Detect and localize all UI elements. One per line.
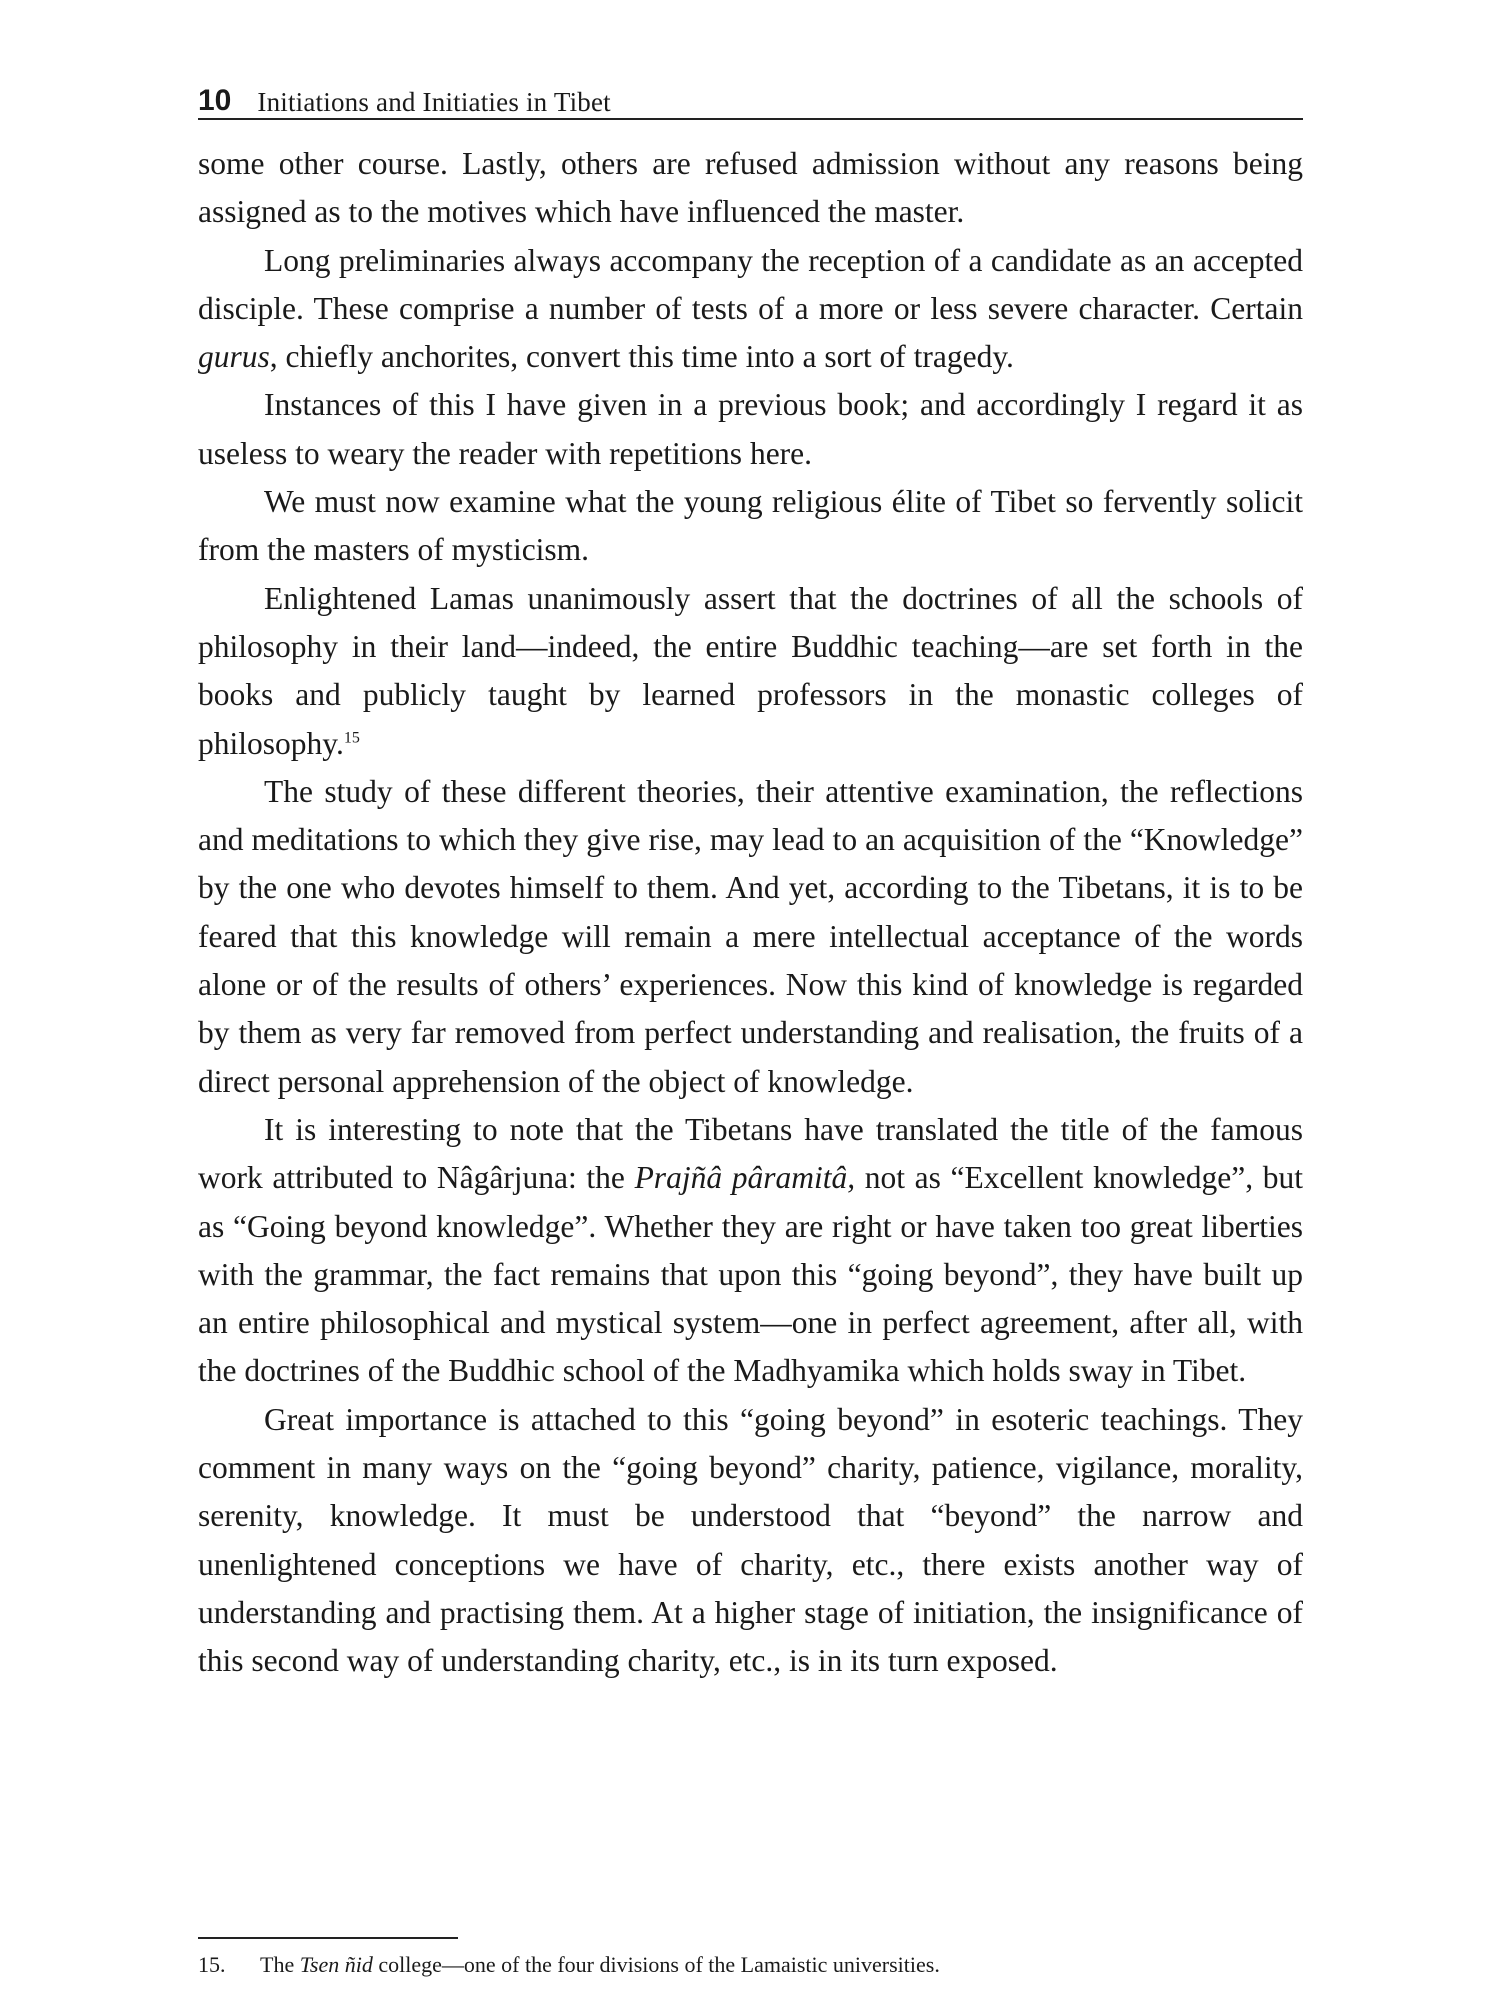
paragraph-1-text: some other course. Lastly, others are refused admission without any reasons being assigned as to the motives which have influenced the master. [198,146,1303,230]
footnote [198,1950,1303,1980]
footnote-text-a: The [260,1952,300,1977]
paragraph-3 [198,381,1303,478]
paragraph-4 [198,478,1303,575]
body-text [198,140,1303,1686]
paragraph-7 [198,1106,1303,1396]
paragraph-8 [198,1396,1303,1686]
header-rule [198,118,1303,120]
paragraph-6 [198,768,1303,1106]
page-number: 10 [198,84,232,117]
paragraph-2-text-b: , chiefly anchorites, convert this time into a sort of tragedy. [269,339,1014,375]
paragraph-1 [198,140,1303,237]
paragraph-7-text-a: It is interesting to note that the Tibetans have translated the title of the famous work attributed to Nâgârjuna: the [198,1111,1303,1196]
paragraph-2 [198,237,1303,382]
paragraph-7-italic: Prajñâ pâramitâ, [634,1160,856,1196]
paragraph-4-text: We must now examine what the young religious élite of Tibet so fervently solicit from the masters of mysticism. [198,484,1303,568]
running-head [198,66,1303,116]
paragraph-8-text: Great importance is attached to this “going beyond” in esoteric teachings. They comment in many ways on the “going beyond” charity, patience, vigilance, morality, serenity, knowledge. It must be understood that “beyond” the narrow and unenlightened conceptions we have of charity, etc., there exists another way of understanding and practising them. At a higher stage of initiation, the insignificance of this second way of understanding charity, etc., is in its turn exposed. [198,1401,1303,1679]
footnote-italic: Tsen ñid [299,1952,373,1977]
paragraph-2-italic: gurus [198,339,270,375]
book-title: Initiations and Initiaties in Tibet [257,87,611,117]
footnote-rule [198,1937,458,1939]
footnote-number: 15. [198,1952,226,1977]
paragraph-7-text-b: not as “Excellent knowledge”, but as “Going beyond knowledge”. Whether they are right or have taken too great liberties with the grammar, the fact remains that upon this “going beyond”, they have built up an entire philosophical and mystical system—one in perfect agreement, after all, with the doctrines of the Buddhic school of the Madhyamika which holds sway in Tibet. [198,1160,1304,1389]
paragraph-3-text: Instances of this I have given in a previous book; and accordingly I regard it as useless to weary the reader with repetitions here. [198,387,1303,471]
footnote-text-b: college—one of the four divisions of the Lamaistic universities. [372,1952,940,1977]
paragraph-6-text: The study of these different theories, their attentive examination, the reflections and meditations to which they give rise, may lead to an acquisition of the “Knowledge” by the one who devotes himself to them. And yet, according to the Tibetans, it is to be feared that this knowledge will remain a mere intellectual acceptance of the words alone or of the results of others’ experiences. Now this kind of knowledge is regarded by them as very far removed from perfect understanding and realisation, the fruits of a direct personal apprehension of the object of knowledge. [198,773,1303,1099]
paragraph-5-text: Enlightened Lamas unanimously assert that the doctrines of all the schools of philosophy in their land—indeed, the entire Buddhic teaching—are set forth in the books and publicly taught by learned professors in the monastic colleges of philosophy. [198,580,1303,761]
paragraph-2-text-a: Long preliminaries always accompany the reception of a candidate as an accepted disciple. These comprise a number of tests of a more or less severe character. Certain [198,242,1303,326]
footnote-reference: 15 [343,729,360,747]
paragraph-5 [198,575,1303,768]
